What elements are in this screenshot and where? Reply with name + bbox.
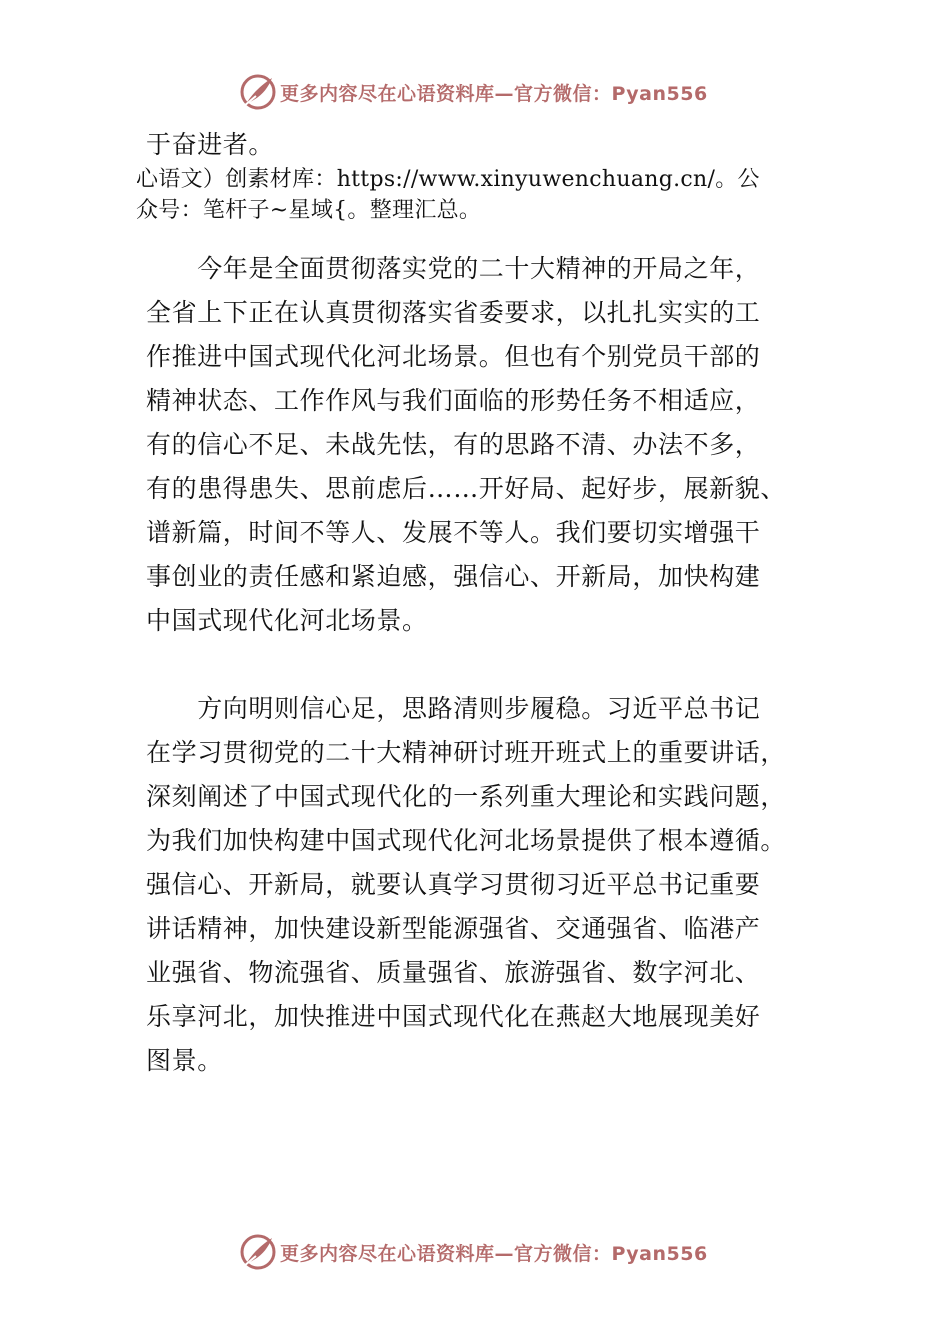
paragraph-1-line: 今年是全面贯彻落实党的二十大精神的开局之年， [146, 254, 761, 283]
paragraph-2-line: 业强省、物流强省、质量强省、旅游强省、数字河北、 [146, 958, 761, 987]
source-line: 心语文）创素材库：https://www.xinyuwenchuang.cn/。公 [136, 167, 760, 192]
source-line: 众号：笔杆子~星域{。整理汇总。 [136, 198, 482, 223]
paragraph-1-line: 有的患得患失、思前虑后……开好局、起好步，展新貌、 [146, 474, 787, 503]
paragraph-1-line: 全省上下正在认真贯彻落实省委要求，以扎扎实实的工 [146, 298, 761, 327]
paragraph-2-line: 图景。 [146, 1046, 223, 1075]
paragraph-1-line: 作推进中国式现代化河北场景。但也有个别党员干部的 [146, 342, 761, 371]
header-banner [238, 72, 708, 112]
paragraph-1-line: 谱新篇，时间不等人、发展不等人。我们要切实增强干 [146, 518, 761, 547]
feather-quill-logo-icon [238, 72, 278, 112]
paragraph-1-line: 有的信心不足、未战先怯，有的思路不清、办法不多， [146, 430, 761, 459]
paragraph-2-line: 强信心、开新局，就要认真学习贯彻习近平总书记重要 [146, 870, 761, 899]
feather-quill-logo-icon [238, 1232, 278, 1272]
paragraph-2-line: 深刻阐述了中国式现代化的一系列重大理论和实践问题， [146, 782, 787, 811]
paragraph-2-line: 乐享河北，加快推进中国式现代化在燕赵大地展现美好 [146, 1002, 761, 1031]
footer-banner-text: 更多内容尽在心语资料库—官方微信：Pyan556 [280, 1242, 708, 1265]
paragraph-2-line: 为我们加快构建中国式现代化河北场景提供了根本遵循。 [146, 826, 787, 855]
paragraph-2-line: 在学习贯彻党的二十大精神研讨班开班式上的重要讲话， [146, 738, 787, 767]
text-line: 于奋进者。 [146, 130, 275, 159]
paragraph-2-line: 讲话精神，加快建设新型能源强省、交通强省、临港产 [146, 914, 761, 943]
header-banner-text: 更多内容尽在心语资料库—官方微信：Pyan556 [280, 82, 708, 105]
footer-banner [238, 1232, 708, 1272]
paragraph-2-line: 方向明则信心足，思路清则步履稳。习近平总书记 [146, 694, 761, 723]
paragraph-1-line: 中国式现代化河北场景。 [146, 606, 428, 635]
paragraph-1-line: 事创业的责任感和紧迫感，强信心、开新局，加快构建 [146, 562, 761, 591]
paragraph-1-line: 精神状态、工作作风与我们面临的形势任务不相适应， [146, 386, 761, 415]
